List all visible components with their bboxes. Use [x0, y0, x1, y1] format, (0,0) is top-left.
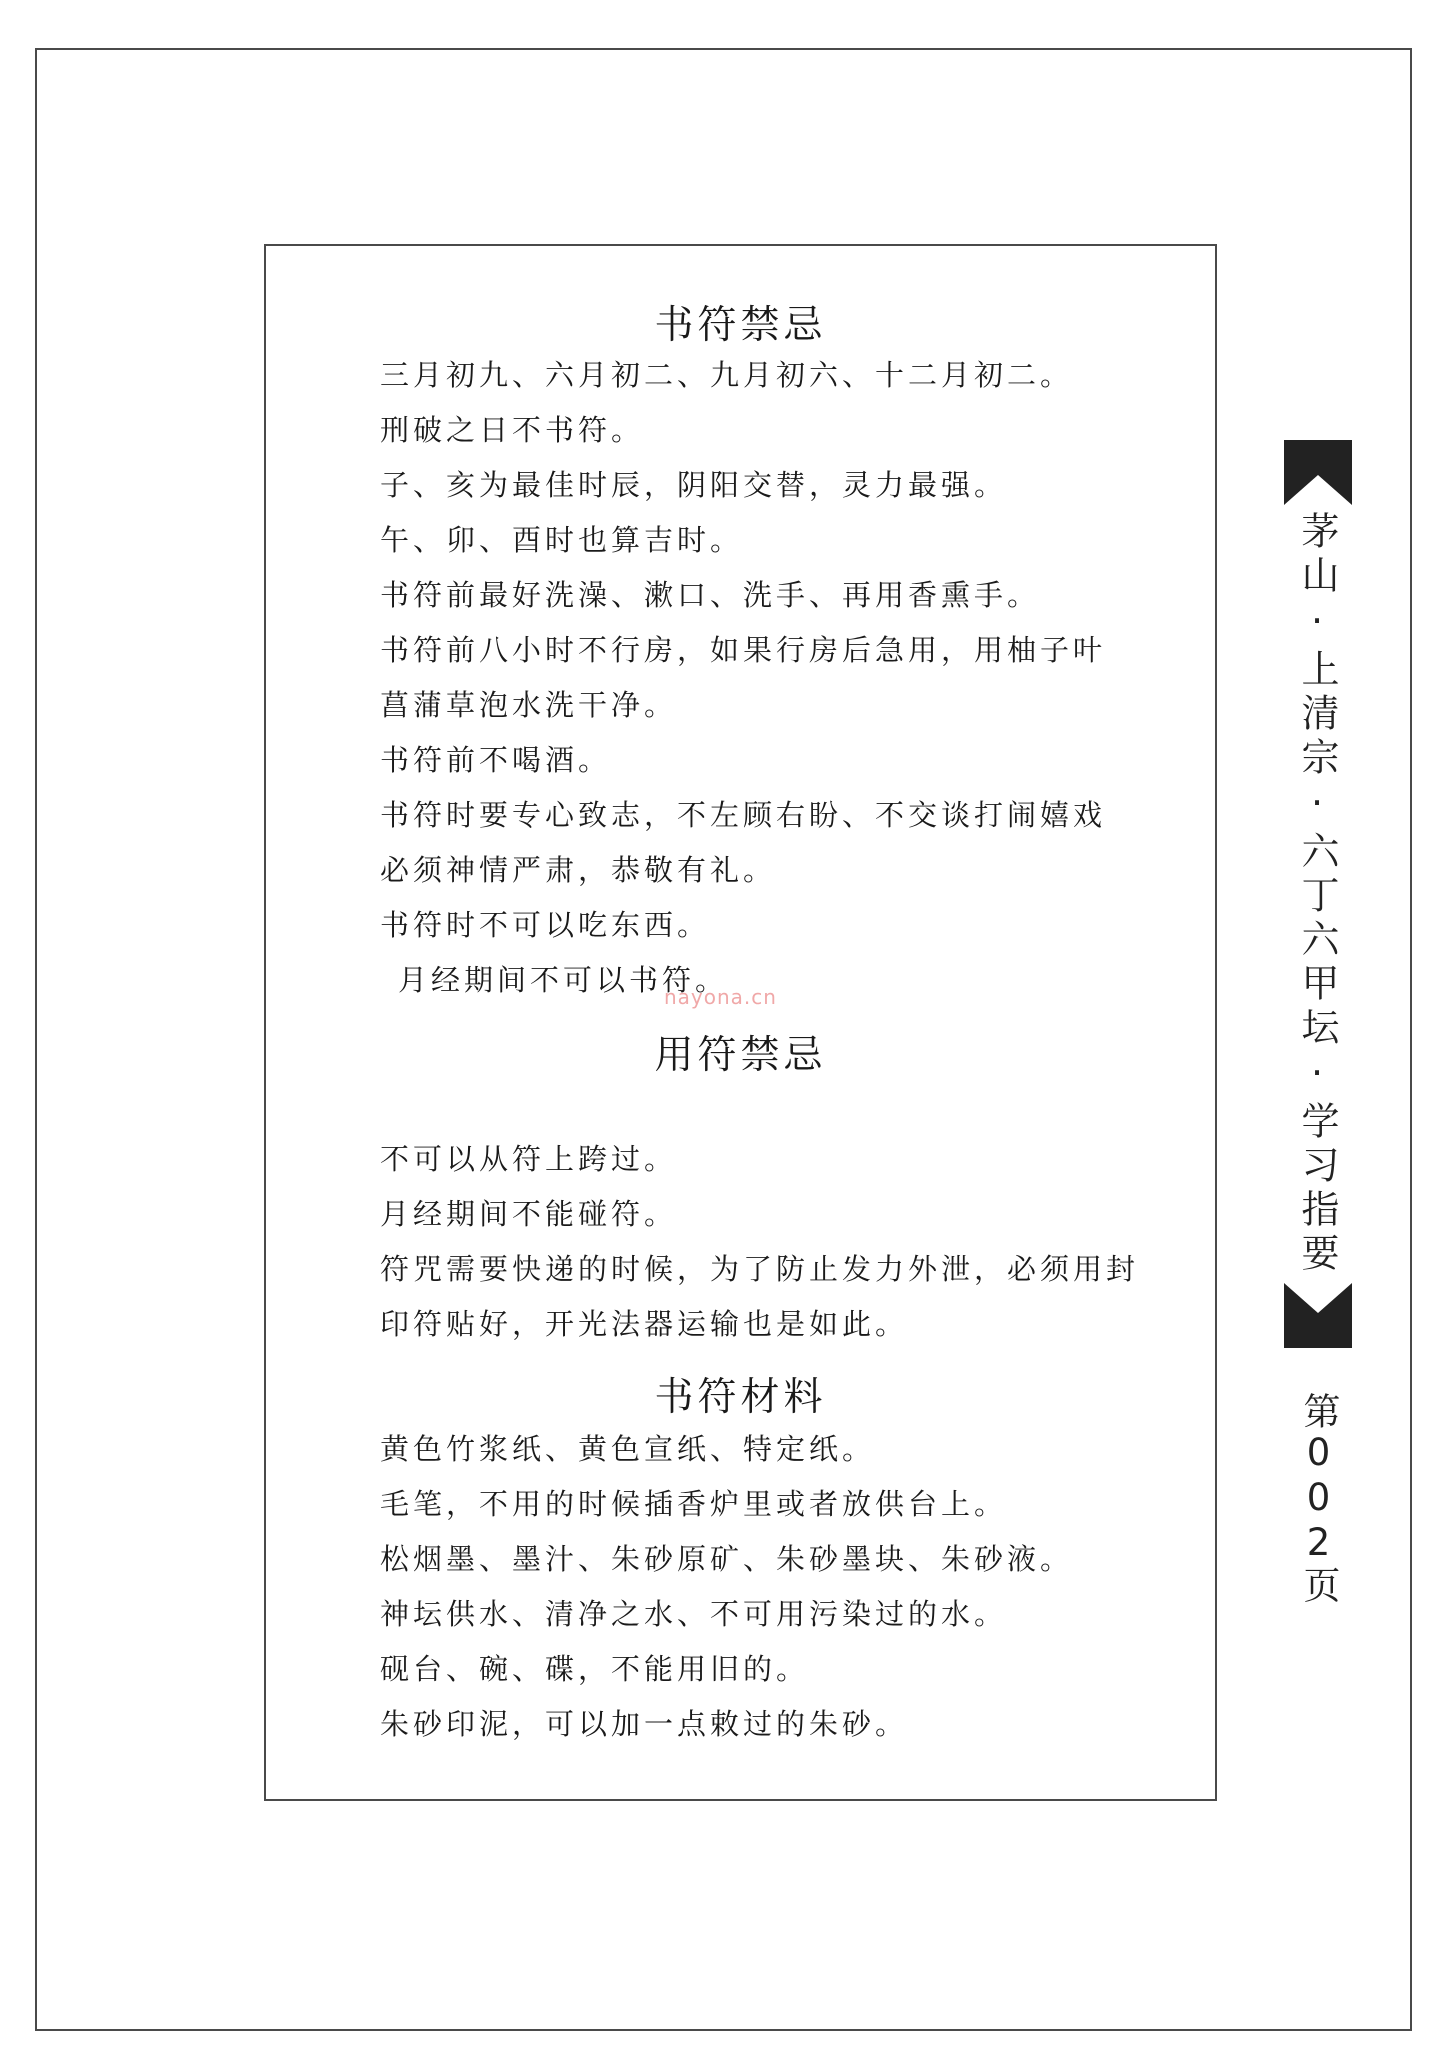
top-bar-decoration [1284, 440, 1352, 449]
text-line: 黄色竹浆纸、黄色宣纸、特定纸。 [380, 1432, 876, 1466]
text-line: 朱砂印泥，可以加一点敕过的朱砂。 [380, 1707, 909, 1741]
text-line: 不可以从符上跨过。 [380, 1142, 678, 1176]
section-title-materials: 书符材料 [654, 1375, 827, 1420]
text-line: 三月初九、六月初二、九月初六、十二月初二。 [380, 358, 1074, 392]
text-line: 书符前不喝酒。 [380, 743, 612, 777]
section-body-writing-taboos [380, 348, 1180, 1008]
chevron-down-icon [1284, 449, 1352, 505]
text-line: 书符时不可以吃东西。 [380, 908, 711, 942]
text-line: 午、卯、酉时也算吉时。 [380, 523, 744, 557]
text-line: 必须神情严肃，恭敬有礼。 [380, 853, 777, 887]
section-body-usage-taboos [380, 1132, 1180, 1352]
watermark: nayona.cn [664, 985, 777, 1009]
section-body-materials [380, 1422, 1180, 1752]
text-line: 月经期间不可以书符。 [398, 963, 729, 997]
text-line: 子、亥为最佳时辰，阴阳交替，灵力最强。 [380, 468, 1008, 502]
text-line: 松烟墨、墨汁、朱砂原矿、朱砂墨块、朱砂液。 [380, 1542, 1074, 1576]
text-line: 砚台、碗、碟，不能用旧的。 [380, 1652, 810, 1686]
bottom-bar-decoration [1284, 1339, 1352, 1348]
chevron-up-icon [1284, 1283, 1352, 1339]
page-number: 第002页 [1297, 1392, 1340, 1605]
text-line: 印符贴好，开光法器运输也是如此。 [380, 1307, 909, 1341]
section-title-usage-taboos: 用符禁忌 [654, 1033, 827, 1078]
side-title-strip [1282, 440, 1352, 1348]
text-line: 刑破之日不书符。 [380, 413, 645, 447]
text-line: 神坛供水、清净之水、不可用污染过的水。 [380, 1597, 1008, 1631]
text-line: 毛笔，不用的时候插香炉里或者放供台上。 [380, 1487, 1008, 1521]
side-vertical-title: 茅山·上清宗·六丁六甲坛·学习指要 [1295, 511, 1339, 1277]
text-line: 菖蒲草泡水洗干净。 [380, 688, 678, 722]
text-line: 书符前八小时不行房，如果行房后急用，用柚子叶 [380, 633, 1107, 667]
text-line: 符咒需要快递的时候，为了防止发力外泄，必须用封 [380, 1252, 1140, 1286]
section-title-writing-taboos: 书符禁忌 [654, 303, 827, 348]
text-line: 月经期间不能碰符。 [380, 1197, 678, 1231]
text-line: 书符前最好洗澡、漱口、洗手、再用香熏手。 [380, 578, 1041, 612]
text-line: 书符时要专心致志，不左顾右盼、不交谈打闹嬉戏 [380, 798, 1107, 832]
